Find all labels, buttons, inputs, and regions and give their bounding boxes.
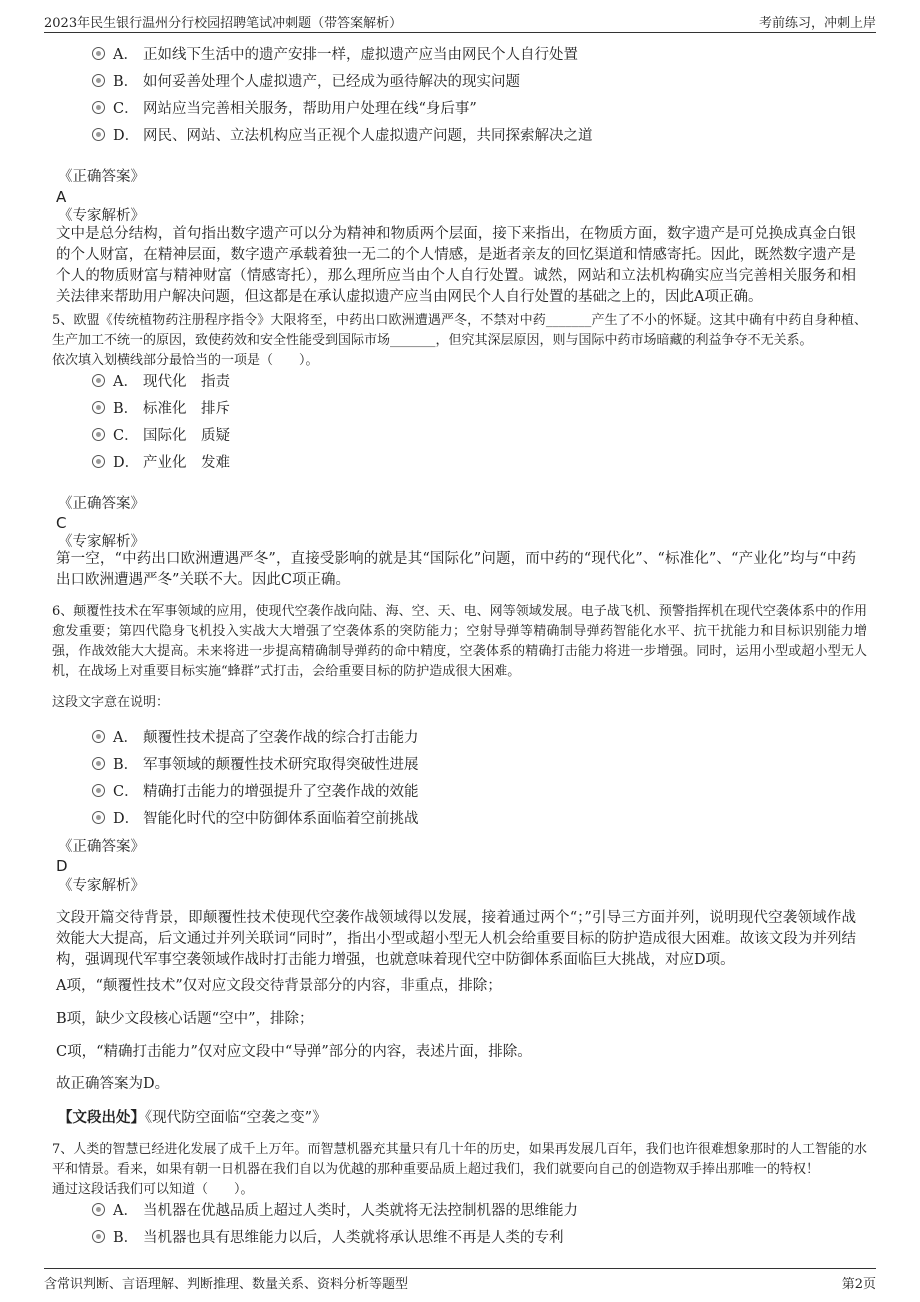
source-label: 【文段出处】 — [58, 1109, 145, 1126]
q5-answer: C — [56, 514, 67, 532]
q5-option-a[interactable]: A． 现代化 指责 — [92, 372, 230, 392]
q6-stem: 6、颠覆性技术在军事领域的应用，使现代空袭作战向陆、海、空、天、电、网等领域发展。电子战飞机、预警指挥机在现代空袭体系中的作用愈发重要；第四代隐身飞机投入实战大大增强了空袭体系的突防能力；空射导弹等精确制导弹药智能化水平、抗干扰能力和目标识别能力增强，作战效能大大提高。未来将进一步提高精确制导弹药的命中精度，空袭体系的精确打击能力将进一步增强。同时，运用小型或超小型无人机，在战场上对重要目标实施“蜂群”式打击，会给重要目标的防护造成很大困难。 — [52, 604, 867, 679]
q5-option-c[interactable]: C． 国际化 质疑 — [92, 426, 230, 446]
radio-icon[interactable] — [92, 128, 105, 141]
q6-note-conclusion: 故正确答案为D。 — [56, 1076, 170, 1092]
q6-prompt: 这段文字意在说明： — [52, 695, 170, 710]
header-slogan: 考前练习，冲刺上岸 — [758, 16, 876, 31]
radio-icon[interactable] — [92, 401, 105, 414]
q6-option-b[interactable]: B． 军事领域的颠覆性技术研究取得突破性进展 — [92, 755, 419, 775]
q7-option-a[interactable]: A． 当机器在优越品质上超过人类时，人类就将无法控制机器的思维能力 — [92, 1201, 578, 1221]
radio-icon[interactable] — [92, 1203, 105, 1216]
radio-icon[interactable] — [92, 74, 105, 87]
q4-analysis: 文中是总分结构，首句指出数字遗产可以分为精神和物质两个层面，接下来指出，在物质方面，数字遗产是可兑换成真金白银的个人财富，在精神层面，数字遗产承载着独一无二的个人情感，是逝者亲友的回忆渠道和情感寄托。因此，既然数字遗产是个人的物质财富与精神财富（情感寄托），那么理所应当由个人自行处置。诚然，网站和立法机构确实应当完善相关服务和相关法律来帮助用户解决问题，但这都是在承认虚拟遗产应当由网民个人自行处置的基础之上的，因此A项正确。 — [56, 226, 856, 305]
radio-icon[interactable] — [92, 101, 105, 114]
page-number: 第2页 — [841, 1277, 876, 1292]
radio-icon[interactable] — [92, 1230, 105, 1243]
q6-note-b: B项，缺少文段核心话题“空中”，排除； — [56, 1011, 314, 1027]
q5-stem: 5、欧盟《传统植物药注册程序指令》大限将至，中药出口欧洲遭遇严冬，不禁对中药_______产生了不小的怀疑。这其中确有中药自身种植、生产加工不统一的原因，致使药效和安全性能受到国际市场_______，但究其深层原因，则与国际中药市场暗藏的利益争夺不无关系。 — [52, 313, 867, 348]
q6-note-a: A项，“颠覆性技术”仅对应文段交待背景部分的内容，非重点，排除； — [56, 978, 502, 994]
q4-analysis-label: 《专家解析》 — [58, 208, 145, 224]
q4-option-d[interactable]: D． 网民、网站、立法机构应当正视个人虚拟遗产问题，共同探索解决之道 — [92, 126, 593, 146]
radio-icon[interactable] — [92, 784, 105, 797]
q4-option-b[interactable]: B． 如何妥善处理个人虚拟遗产，已经成为亟待解决的现实问题 — [92, 72, 520, 92]
q5-analysis: 第一空，“中药出口欧洲遭遇严冬”，直接受影响的就是其“国际化”问题，而中药的“现代化”、“标准化”、“产业化”均与“中药出口欧洲遭遇严冬”关联不大。因此C项正确。 — [56, 551, 856, 588]
page-footer — [44, 1268, 876, 1293]
q4-option-a[interactable]: A． 正如线下生活中的遗产安排一样，虚拟遗产应当由网民个人自行处置 — [92, 45, 578, 65]
q7-option-b[interactable]: B． 当机器也具有思维能力以后，人类就将承认思维不再是人类的专利 — [92, 1228, 564, 1248]
q6-analysis: 文段开篇交待背景，即颠覆性技术使现代空袭作战领域得以发展，接着通过两个“；”引导三方面并列，说明现代空袭领域作战效能大大提高，后文通过并列关联词“同时”，指出小型或超小型无人机会给重要目标的防护造成很大困难。故该文段为并列结构，强调现代军事空袭领域作战时打击能力增强，也就意味着现代空中防御体系面临巨大挑战，对应D项。 — [56, 910, 856, 968]
q5-prompt: 依次填入划横线部分最恰当的一项是（ ）。 — [52, 353, 319, 368]
q4-answer-label: 《正确答案》 — [58, 169, 145, 185]
q6-option-a[interactable]: A． 颠覆性技术提高了空袭作战的综合打击能力 — [92, 728, 419, 748]
q6-source — [58, 1107, 327, 1129]
radio-icon[interactable] — [92, 455, 105, 468]
q5-option-b[interactable]: B． 标准化 排斥 — [92, 399, 230, 419]
radio-icon[interactable] — [92, 811, 105, 824]
radio-icon[interactable] — [92, 730, 105, 743]
q7-prompt: 通过这段话我们可以知道（ ）。 — [52, 1182, 254, 1197]
radio-icon[interactable] — [92, 757, 105, 770]
radio-icon[interactable] — [92, 47, 105, 60]
q4-answer: A — [56, 188, 67, 206]
q6-answer-label: 《正确答案》 — [58, 839, 145, 855]
q5-option-d[interactable]: D． 产业化 发难 — [92, 453, 230, 473]
document-title: 2023年民生银行温州分行校园招聘笔试冲刺题（带答案解析） — [44, 16, 403, 31]
q6-answer: D — [56, 857, 68, 875]
q6-analysis-label: 《专家解析》 — [58, 878, 145, 894]
footer-categories: 含常识判断、言语理解、判断推理、数量关系、资料分析等题型 — [44, 1277, 409, 1292]
q5-answer-label: 《正确答案》 — [58, 496, 145, 512]
radio-icon[interactable] — [92, 428, 105, 441]
q4-option-c[interactable]: C． 网站应当完善相关服务，帮助用户处理在线“身后事” — [92, 99, 477, 119]
q5-analysis-label: 《专家解析》 — [58, 534, 145, 550]
q6-note-c: C项，“精确打击能力”仅对应文段中“导弹”部分的内容，表述片面，排除。 — [56, 1044, 532, 1060]
q7-stem: 7、人类的智慧已经进化发展了成千上万年。而智慧机器充其量只有几十年的历史，如果再发展几百年，我们也许很难想象那时的人工智能的水平和情景。看来，如果有朝一日机器在我们自以为优越的那种重要品质上超过我们，我们就要向自己的创造物双手捧出那唯一的特权！ — [52, 1142, 867, 1177]
page-header — [44, 8, 876, 33]
source-title: 《现代防空面临“空袭之变”》 — [145, 1110, 327, 1126]
q6-option-d[interactable]: D． 智能化时代的空中防御体系面临着空前挑战 — [92, 809, 419, 829]
radio-icon[interactable] — [92, 374, 105, 387]
q6-option-c[interactable]: C． 精确打击能力的增强提升了空袭作战的效能 — [92, 782, 419, 802]
